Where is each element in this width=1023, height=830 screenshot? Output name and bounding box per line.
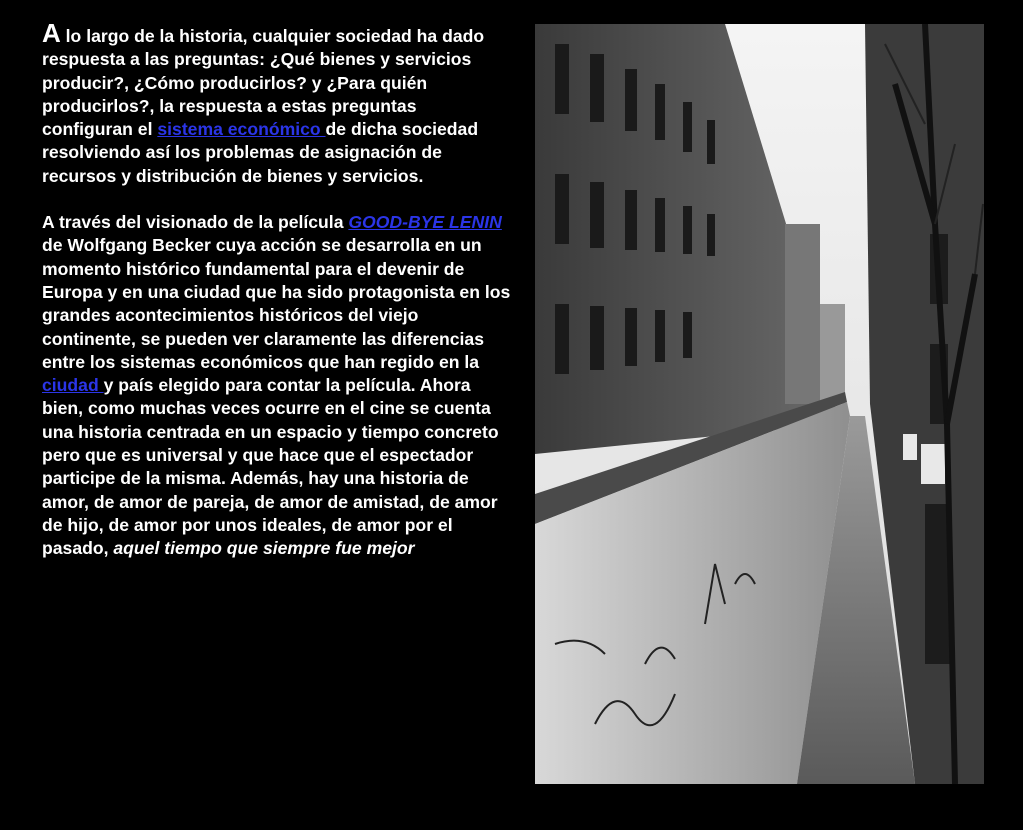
paragraph-1-outro: de dicha sociedad resolviendo así los problemas de asignación de recursos y distribución de bienes y servicios. [42, 119, 479, 186]
drop-initial: A [42, 18, 61, 48]
paragraph-2 [42, 211, 512, 560]
paragraph-2-start: A través del visionado de la película [42, 212, 349, 233]
paragraph-1 [42, 18, 512, 188]
closing-quote: aquel tiempo que siempre fue mejor [113, 538, 415, 559]
berlin-wall-photo [535, 24, 984, 784]
paragraph-2-middle: de Wolfgang Becker cuya acción se desarrolla en un momento histórico fundamental para el devenir de Europa y en una ciudad que ha sido protagonista en los grandes acontecimientos históricos del viejo continente, se pueden ver claramente las diferencias entre los sistemas económicos que han regido en la [42, 235, 511, 372]
good-bye-lenin-link[interactable]: GOOD-BYE LENIN [348, 212, 502, 233]
paragraph-2-end: y país elegido para contar la película. Ahora bien, como muchas veces ocurre en el cine se cuenta una historia centrada en un espacio y tiempo concreto pero que es universal y que hace que el espectador participe de la misma. Además, hay una historia de amor, de amor de pareja, de amor de amistad, de amor de hijo, de amor por unos ideales, de amor por el pasado, [42, 375, 499, 559]
berlin-wall-illustration [535, 24, 984, 784]
paragraph-1-intro: lo largo de la historia, cualquier sociedad ha dado respuesta a las preguntas: ¿Qué bienes y servicios producir?, ¿Cómo producirlos? y ¿Para quién producirlos?, la respuesta a estas preguntas configuran el [42, 26, 485, 140]
body-text [42, 18, 512, 561]
ciudad-link[interactable]: ciudad [42, 375, 104, 396]
sistema-economico-link[interactable]: sistema económico [157, 119, 326, 140]
